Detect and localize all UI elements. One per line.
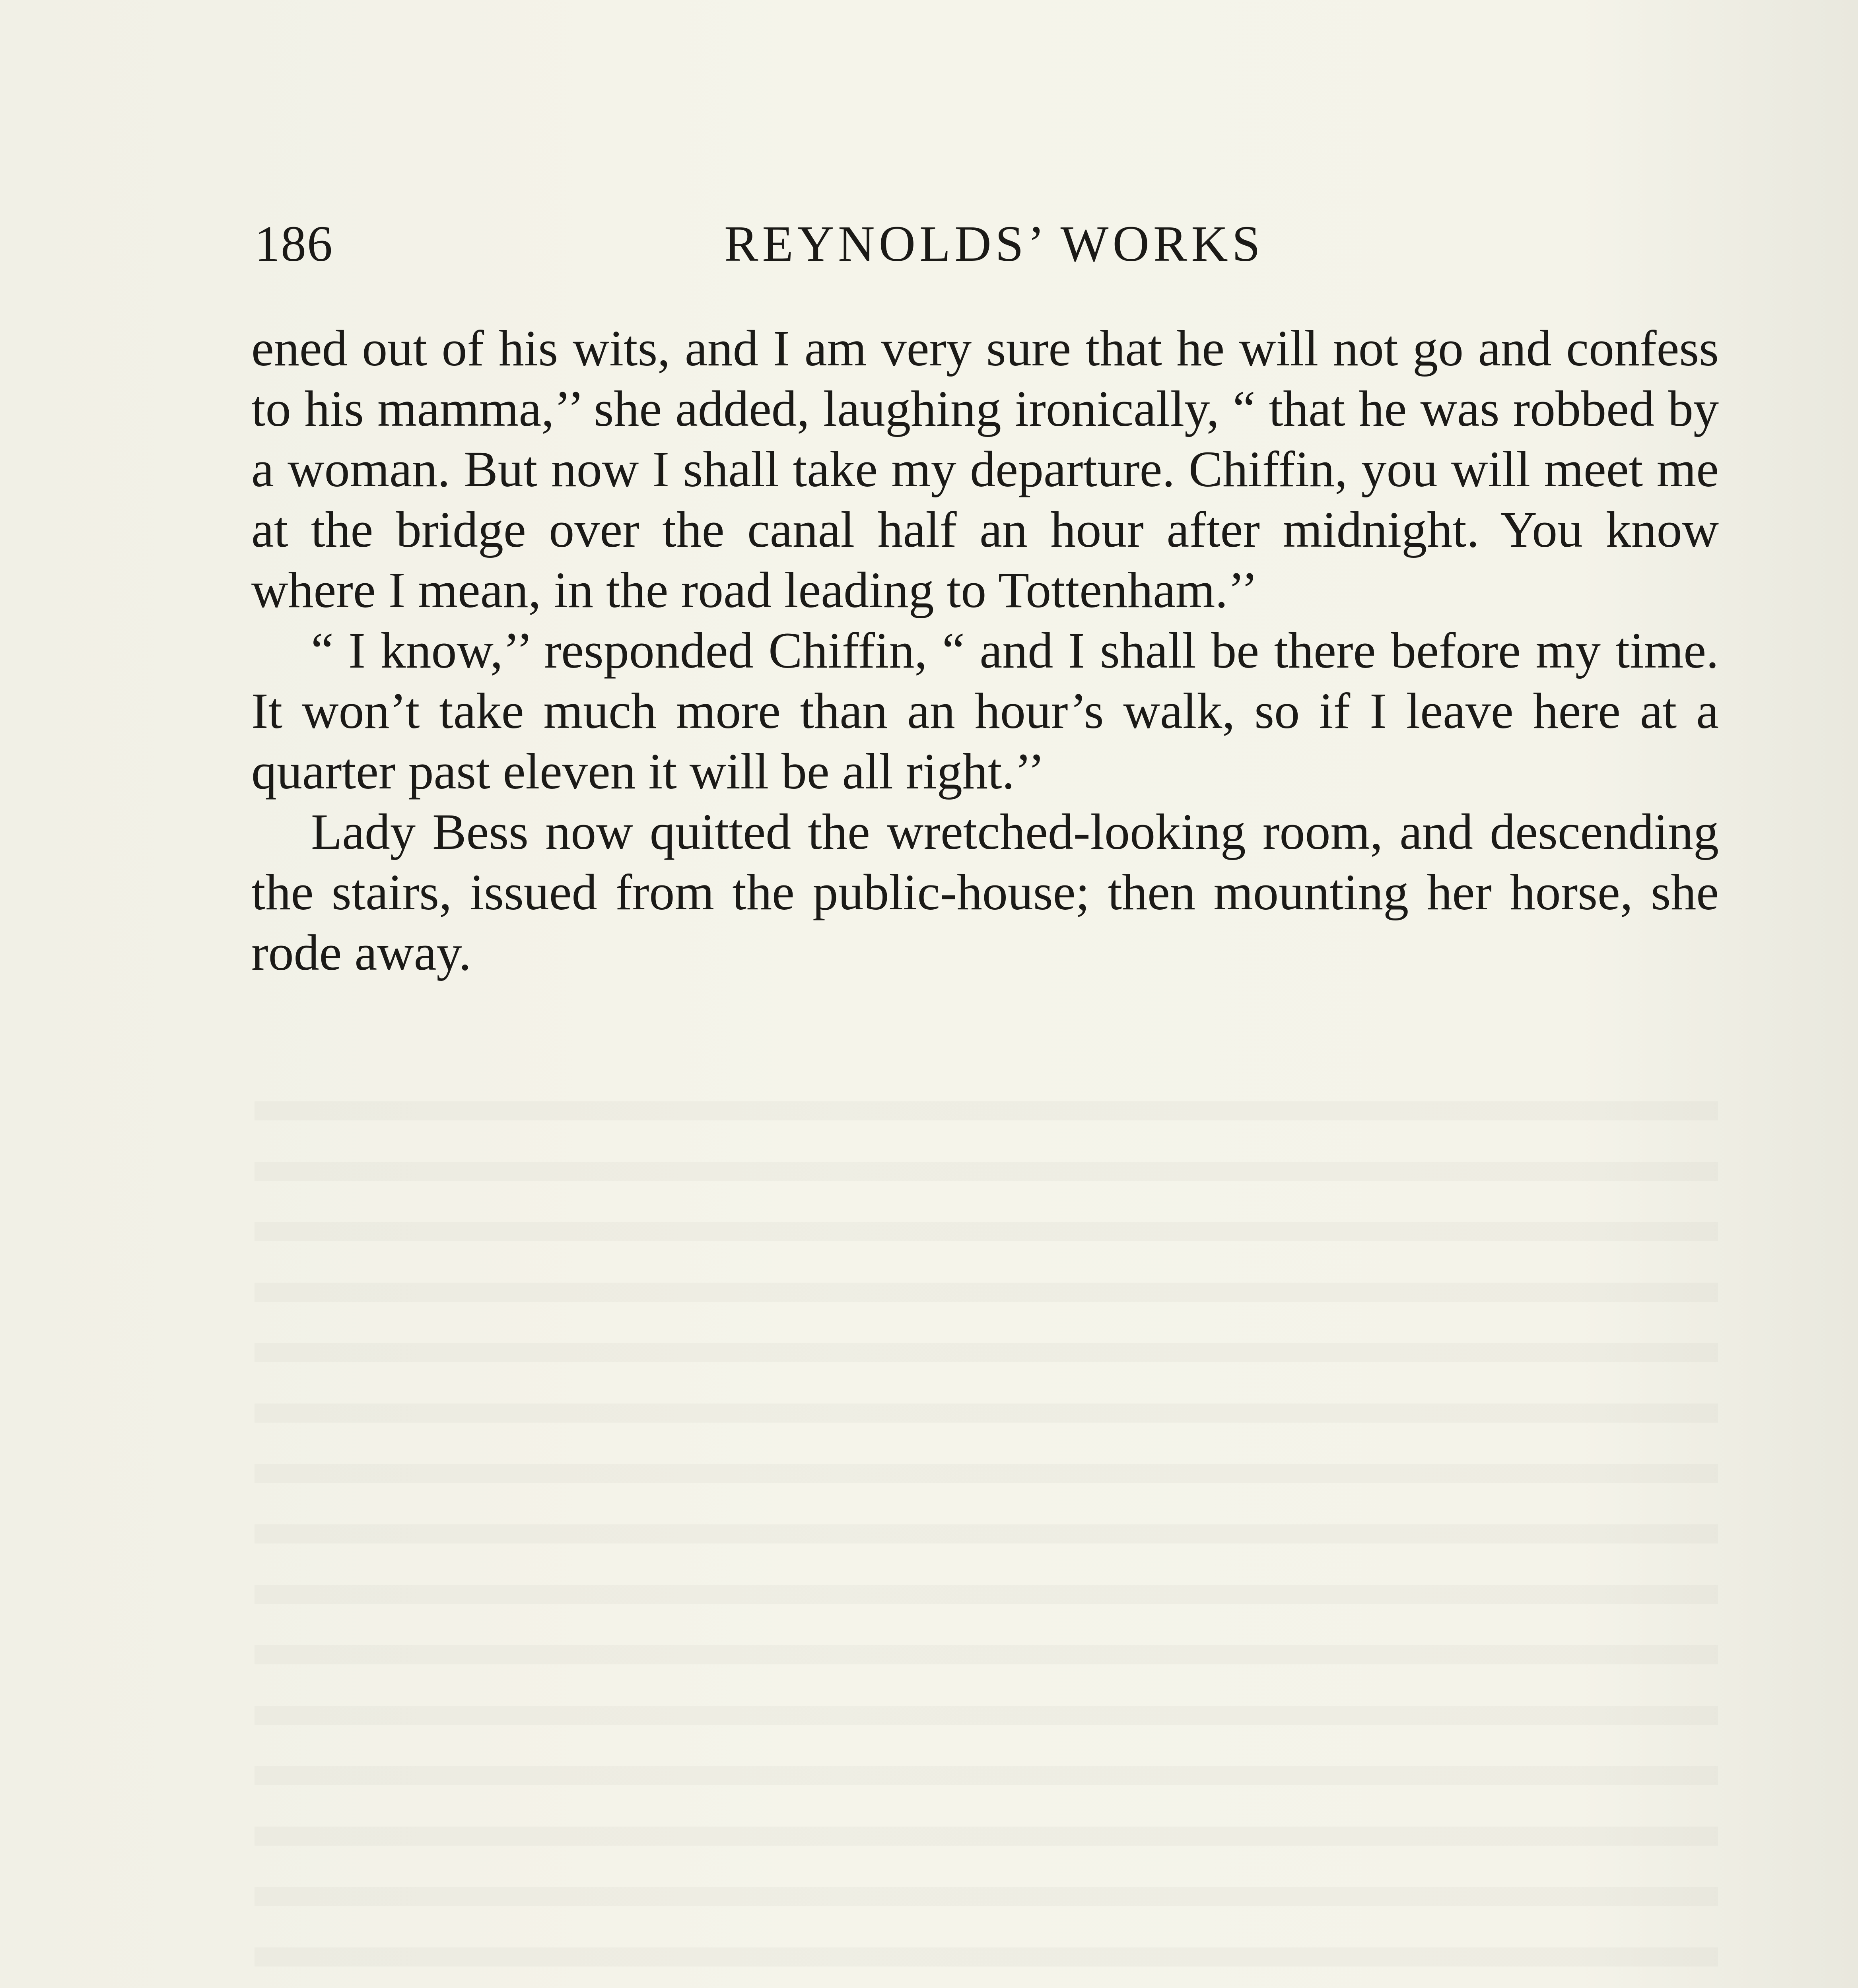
page-header [255,207,1718,286]
reverse-page-bleed-through [255,1074,1718,1988]
paragraph-chiffin-reply: “ I know,’’ responded Chiffin, “ and I shall be there before my time. It won’t take much more than an hour’s walk, so if I leave here at a quarter past eleven it will be all right.’’ [251,622,1719,800]
paragraph-continued: ened out of his wits, and I am very sure that he will not go and confess to his mamma,’’ she added, laughing ironically, “ that he was robbed by a woman. But now I shall take my departure. Chiffin, you will meet me at the bridge over the canal half an hour after midnight. You know where I mean, in the road leading to Tottenham.’’ [251,320,1719,618]
running-head: REYNOLDS’ WORKS [724,215,1264,272]
page-number: 186 [255,215,333,272]
paragraph-lady-bess-departs: Lady Bess now quitted the wretched-looking room, and descending the stairs, issued from the public-house; then mounting her horse, she rode away. [251,804,1719,981]
body-text [251,318,1719,983]
